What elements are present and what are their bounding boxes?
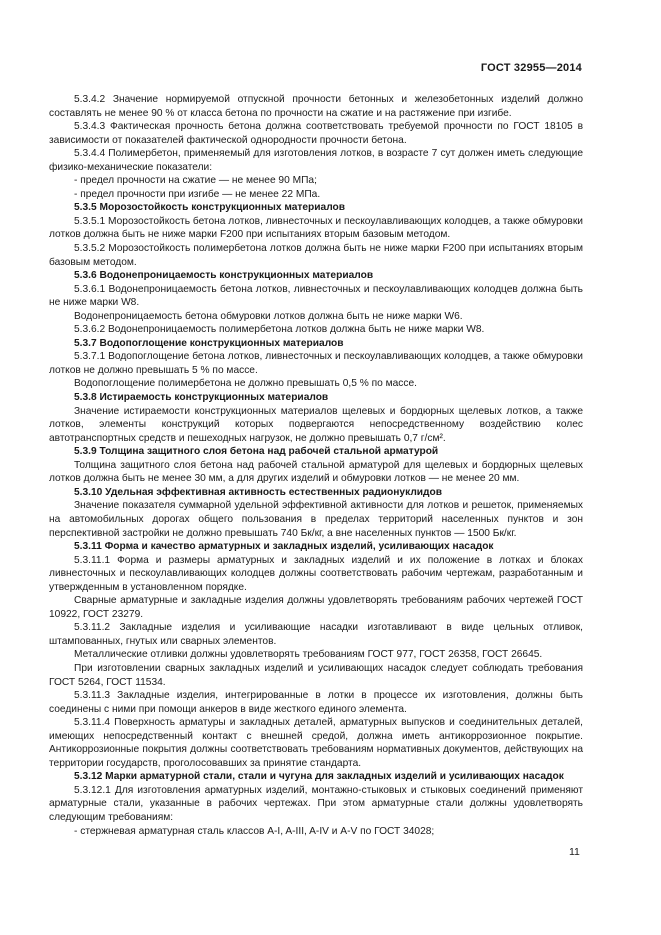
section-heading: 5.3.8 Истираемость конструкционных материалов — [74, 392, 329, 404]
paragraph: 5.3.4.2 Значение нормируемой отпускной прочности бетонных и железобетонных изделий должно составлять не менее 90 % от класса бетона по прочности на сжатие и на растяжение при изгибе. — [49, 94, 583, 119]
paragraph: 5.3.4.4 Полимербетон, применяемый для изготовления лотков, в возрасте 7 сут должен иметь следующие физико-механические показатели: — [49, 148, 583, 173]
list-item: - предел прочности при изгибе — не менее 22 МПа. — [74, 188, 321, 200]
list-item: - предел прочности на сжатие — не менее 90 МПа; — [74, 175, 317, 187]
paragraph: Водопоглощение полимербетона не должно превышать 0,5 % по массе. — [74, 378, 417, 390]
section-heading: 5.3.11 Форма и качество арматурных и закладных изделий, усиливающих насадок — [74, 541, 494, 553]
paragraph: 5.3.5.2 Морозостойкость полимербетона лотков должна быть не ниже марки F200 при испытаниях вторым базовым методом. — [49, 243, 583, 268]
section-heading: 5.3.10 Удельная эффективная активность естественных радионуклидов — [74, 486, 443, 498]
paragraph: 5.3.6.2 Водонепроницаемость полимербетона лотков должна быть не ниже марки W8. — [74, 324, 485, 336]
page-number: 11 — [569, 846, 580, 858]
paragraph: 5.3.11.3 Закладные изделия, интегрированные в лотки в процессе их изготовления, должны быть соединены с ними при помощи анкеров в виде жесткого единого элемента. — [49, 690, 583, 715]
paragraph: Металлические отливки должны удовлетворять требованиям ГОСТ 977, ГОСТ 26358, ГОСТ 26645. — [74, 649, 543, 661]
section-heading: 5.3.12 Марки арматурной стали, стали и чугуна для закладных изделий и усиливающих насадок — [74, 771, 564, 783]
section-heading: 5.3.9 Толщина защитного слоя бетона над рабочей стальной арматурой — [74, 446, 439, 458]
paragraph: При изготовлении сварных закладных изделий и усиливающих насадок следует соблюдать требования ГОСТ 5264, ГОСТ 11534. — [49, 662, 583, 688]
list-item: - стержневая арматурная сталь классов A-I, A-III, A-IV и A-V по ГОСТ 34028; — [74, 825, 435, 837]
section-heading: 5.3.5 Морозостойкость конструкционных материалов — [74, 202, 346, 214]
paragraph: 5.3.11.2 Закладные изделия и усиливающие насадки изготавливают в виде цельных отливок, штампованных, гнутых или сварных элементов. — [49, 622, 583, 647]
paragraph: Сварные арматурные и закладные изделия должны удовлетворять требованиям рабочих чертежей ГОСТ 10922, ГОСТ 23279. — [49, 595, 583, 620]
paragraph: 5.3.7.1 Водопоглощение бетона лотков, ливнесточных и пескоулавливающих колодцев, а также обмуровки лотков не должно превышать 5 % по массе. — [49, 351, 583, 376]
paragraph: Водонепроницаемость бетона обмуровки лотков должна быть не ниже марки W6. — [74, 310, 463, 322]
paragraph: Значение показателя суммарной удельной эффективной активности для лотков и решеток, применяемых на автомобильных дорогах общего пользования в пределах территорий населенных пунктов и зон перспективной застройки не должно превышать 740 Бк/кг, а вне населенных пунктов — 1500 Бк/кг. — [49, 500, 583, 539]
section-heading: 5.3.7 Водопоглощение конструкционных материалов — [74, 337, 344, 349]
document-body — [49, 93, 583, 838]
paragraph: Толщина защитного слоя бетона над рабочей стальной арматурой для щелевых и бордюрных щелевых лотков должна быть не менее 30 мм, а для других изделий и обмуровки лотков — не менее 20 мм. — [49, 459, 583, 485]
document-number: ГОСТ 32955—2014 — [480, 62, 582, 74]
paragraph: 5.3.5.1 Морозостойкость бетона лотков, ливнесточных и пескоулавливающих колодцев, а также обмуровки лотков должна быть не ниже марки F200 при испытаниях вторым базовым методом. — [49, 215, 583, 241]
paragraph: 5.3.11.1 Форма и размеры арматурных и закладных изделий и их положение в лотках и блоках ливнесточных и пескоулавливающих колодцев должны соответствовать рабочим чертежам, разработанным и утвержденным в установленном порядке. — [49, 554, 583, 593]
section-heading: 5.3.6 Водонепроницаемость конструкционных материалов — [74, 270, 374, 282]
paragraph: 5.3.12.1 Для изготовления арматурных изделий, монтажно-стыковых и стыковых соединений применяют арматурные стали, указанные в рабочих чертежах. При этом арматурные стали должны удовлетворять следующим требованиям: — [49, 784, 583, 823]
paragraph: Значение истираемости конструкционных материалов щелевых и бордюрных щелевых лотков, а также лотков, элементы конструкций которых подвергаются непосредственному воздействию колес автотранспортных средств и пешеходных нагрузок, не должно превышать 0,7 г/см². — [49, 405, 583, 444]
paragraph: 5.3.6.1 Водонепроницаемость бетона лотков, ливнесточных и пескоулавливающих колодцев должна быть не ниже марки W8. — [49, 283, 583, 309]
paragraph: 5.3.4.3 Фактическая прочность бетона должна соответствовать требуемой прочности по ГОСТ 18105 в зависимости от показателей фактической однородности прочности бетона. — [49, 121, 583, 146]
paragraph: 5.3.11.4 Поверхность арматуры и закладных деталей, арматурных выпусков и соединительных деталей, имеющих непосредственный контакт с внешней средой, должна иметь антикоррозионное покрытие. Антикоррозионные покрытия должны соответствовать требованиям нормативных документов, действующих на территории государств, проголосовавших за принятие стандарта. — [49, 717, 583, 769]
